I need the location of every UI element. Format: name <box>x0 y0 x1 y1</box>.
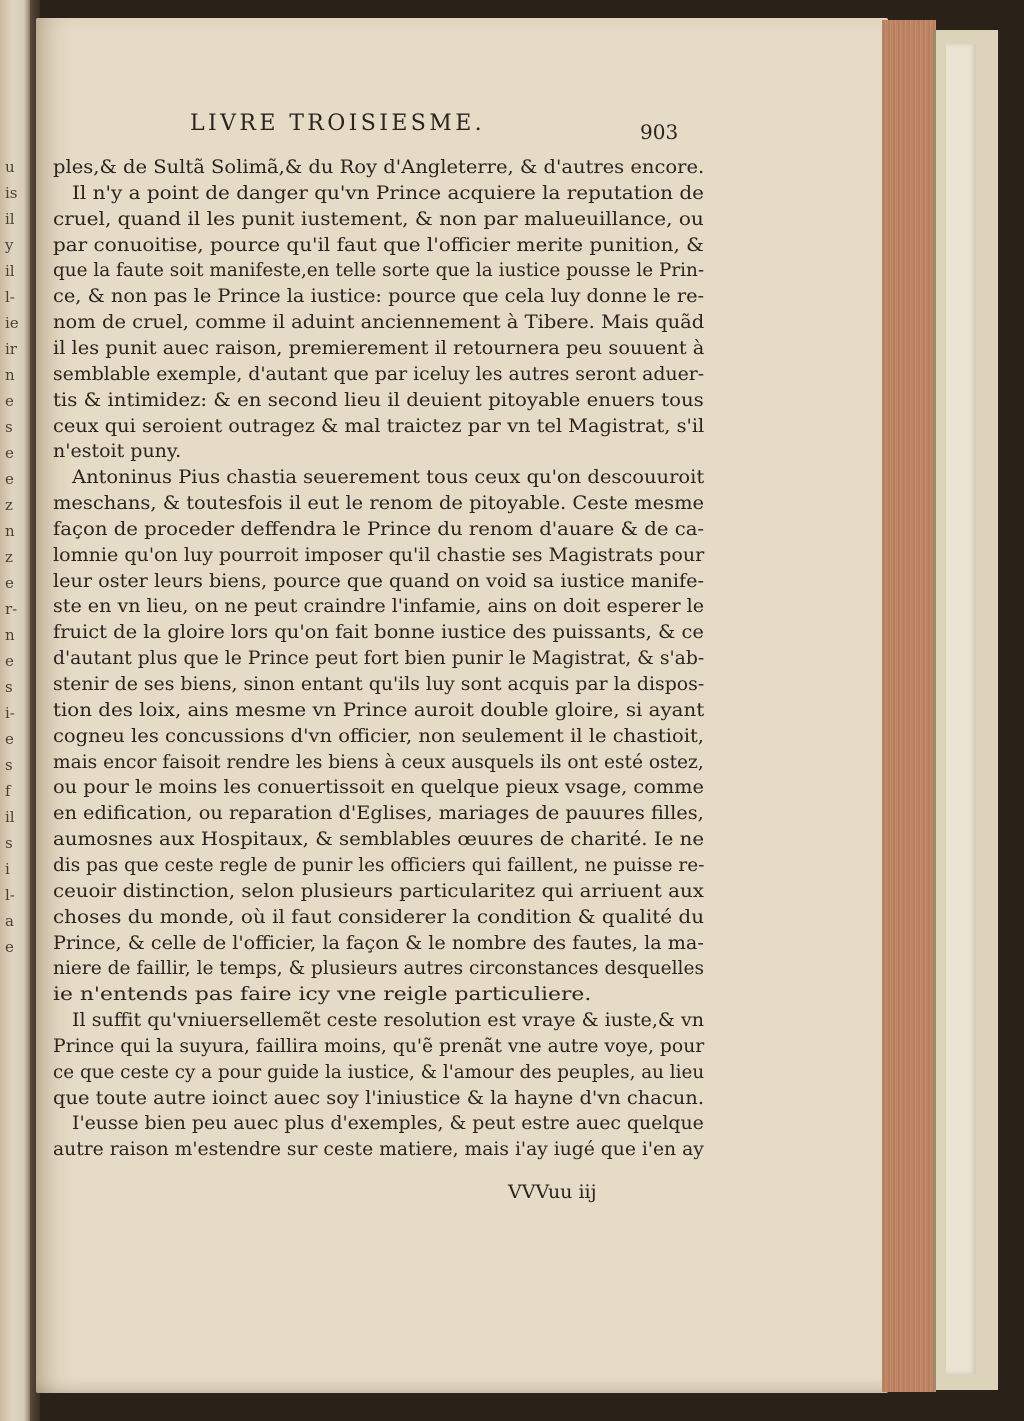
running-head: LIVRE TROISIESME. <box>190 111 486 136</box>
text-line: ples,& de Sultã Solimã,& du Roy d'Angleterre, & d'autres encore. <box>53 156 705 178</box>
text-line: Il n'y a point de danger qu'vn Prince acquiere la reputation de <box>72 182 704 204</box>
text-line: cogneu les concussions d'vn officier, non seulement il le chastioit, <box>53 725 705 747</box>
text-line: choses du monde, où il faut considerer la condition & qualité du <box>53 906 705 928</box>
text-line: Prince, & celle de l'officier, la façon & le nombre des fautes, la ma- <box>53 932 704 954</box>
facing-page-fragment: il <box>5 262 15 280</box>
facing-page-edge <box>0 0 30 1421</box>
facing-page-fragment: z <box>5 548 13 566</box>
facing-page-fragment: u <box>5 158 15 176</box>
facing-page-fragment: i <box>5 860 10 878</box>
text-line: ce, & non pas le Prince la iustice: pource que cela luy donne le re- <box>53 285 705 307</box>
text-line: ou pour le moins les conuertissoit en quelque pieux vsage, comme <box>53 776 704 798</box>
signature-mark: VVVuu iij <box>508 1181 597 1203</box>
facing-page-fragment: il <box>5 210 15 228</box>
text-line: ie n'entends pas faire icy vne reigle particuliere. <box>53 983 592 1005</box>
text-line: stenir de ses biens, sinon entant qu'ils luy sont acquis par la dispos- <box>53 673 705 695</box>
text-line: ce que ceste cy a pour guide la iustice, & l'amour des peuples, au lieu <box>53 1061 705 1083</box>
text-line: Prince qui la suyura, faillira moins, qu'ẽ prenãt vne autre voye, pour <box>53 1035 705 1057</box>
facing-page-fragment: l- <box>5 886 15 904</box>
text-line: leur oster leurs biens, pource que quand on void sa iustice manife- <box>53 570 704 592</box>
facing-page-fragment: n <box>5 626 15 644</box>
facing-page-fragment: y <box>5 236 14 254</box>
text-line: lomnie qu'on luy pourroit imposer qu'il chastie ses Magistrats pour <box>53 544 705 566</box>
text-line: il les punit auec raison, premierement il retournera peu souuent à <box>53 337 705 359</box>
facing-page-fragment: ir <box>5 340 17 358</box>
facing-page-fragment: l- <box>5 288 15 306</box>
facing-page-fragment: e <box>5 730 14 748</box>
facing-page-fragment: n <box>5 366 15 384</box>
facing-page-fragment: e <box>5 652 14 670</box>
facing-page-fragment: i- <box>5 704 15 722</box>
text-line: niere de faillir, le temps, & plusieurs autres circonstances desquelles <box>53 957 704 979</box>
text-line: tion des loix, ains mesme vn Prince auroit double gloire, si ayant <box>53 699 705 721</box>
text-line: tis & intimidez: & en second lieu il deuient pitoyable enuers tous <box>53 389 704 411</box>
text-line: Il suffit qu'vniuersellemẽt ceste resolution est vraye & iuste,& vn <box>72 1009 705 1031</box>
page-number: 903 <box>640 120 679 144</box>
text-line: par conuoitise, pource qu'il faut que l'officier merite punition, & <box>53 234 704 256</box>
text-line: ste en vn lieu, on ne peut craindre l'infamie, ains on doit esperer le <box>53 595 705 617</box>
facing-page-fragment: s <box>5 678 13 696</box>
facing-page-fragment: n <box>5 522 15 540</box>
text-line: ceuoir distinction, selon plusieurs particularitez qui arriuent aux <box>53 880 704 902</box>
facing-page-fragment: e <box>5 574 14 592</box>
text-line: fruict de la gloire lors qu'on fait bonne iustice des puissants, & ce <box>53 621 704 643</box>
facing-page-fragment: e <box>5 938 14 956</box>
text-line: n'estoit puny. <box>53 440 182 462</box>
facing-page-fragment: s <box>5 834 13 852</box>
text-line: que la faute soit manifeste,en telle sorte que la iustice pousse le Prin- <box>53 259 705 281</box>
page-fore-edge <box>882 20 936 1392</box>
cover-board-inner <box>946 44 976 1374</box>
facing-page-fragment: il <box>5 808 15 826</box>
text-line: en edification, ou reparation d'Eglises, mariages de pauures filles, <box>53 802 704 824</box>
facing-page-fragment: e <box>5 444 14 462</box>
facing-page-fragment: z <box>5 496 13 514</box>
facing-page-fragment: s <box>5 756 13 774</box>
text-line: dis pas que ceste regle de punir les officiers qui faillent, ne puisse re- <box>53 854 705 876</box>
text-line: ceux qui seroient outragez & mal traictez par vn tel Magistrat, s'il <box>53 415 705 437</box>
facing-page-fragment: is <box>5 184 18 202</box>
text-line: autre raison m'estendre sur ceste matiere, mais i'ay iugé que i'en ay <box>53 1138 704 1160</box>
facing-page-fragment: f <box>5 782 11 800</box>
facing-page-fragment: r- <box>5 600 18 618</box>
text-line: nom de cruel, comme il aduint anciennement à Tibere. Mais quãd <box>53 311 705 333</box>
facing-page-fragment: s <box>5 418 13 436</box>
text-line: Antoninus Pius chastia seuerement tous ceux qu'on descouuroit <box>72 466 705 488</box>
text-line: aumosnes aux Hospitaux, & semblables œuures de charité. Ie ne <box>53 828 705 850</box>
text-line: semblable exemple, d'autant que par iceluy les autres seront aduer- <box>53 363 705 385</box>
text-line: façon de proceder deffendra le Prince du renom d'auare & de ca- <box>53 518 705 540</box>
text-line: que toute autre ioinct auec soy l'iniustice & la hayne d'vn chacun. <box>53 1087 705 1109</box>
facing-page-fragment: e <box>5 392 14 410</box>
facing-page-fragment: e <box>5 470 14 488</box>
text-line: meschans, & toutesfois il eut le renom de pitoyable. Ceste mesme <box>53 492 705 514</box>
text-line: I'eusse bien peu auec plus d'exemples, & peut estre auec quelque <box>72 1112 704 1134</box>
facing-page-fragment: ie <box>5 314 19 332</box>
text-line: d'autant plus que le Prince peut fort bien punir le Magistrat, & s'ab- <box>53 647 705 669</box>
facing-page-fragment: a <box>5 912 14 930</box>
text-line: mais encor faisoit rendre les biens à ceux ausquels ils ont esté ostez, <box>53 751 704 773</box>
text-line: cruel, quand il les punit iustement, & non par malueuillance, ou <box>53 208 704 230</box>
